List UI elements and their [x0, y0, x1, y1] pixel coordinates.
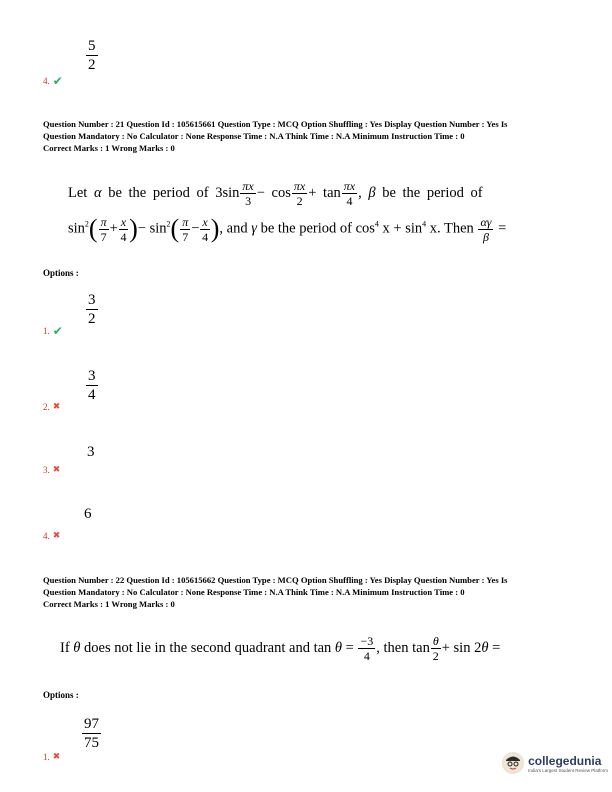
q22-meta-line2: Question Mandatory : No Calculator : None Response Time : N.A Think Time : N.A Minimum Instruction Time : 0 — [43, 587, 465, 597]
q21-option-3-label: 3. ✖ — [43, 465, 61, 475]
fraction-denominator: 2 — [88, 57, 96, 73]
q21-meta-line1: Question Number : 21 Question Id : 105615661 Question Type : MCQ Option Shuffling : Yes Display Question Number : Yes Is — [43, 119, 508, 129]
q21-question-line1: Let α be the period of 3sin $\frac{\pi x}{3}$ − cos $\frac{\pi x}{2}$ + tan $\frac{\pi x}{4}$ , β be the period of — [68, 179, 483, 208]
q22-meta-line1: Question Number : 22 Question Id : 105615662 Question Type : MCQ Option Shuffling : Yes Display Question Number : Yes Is — [43, 575, 508, 585]
q21-option-4-label: 4. ✖ — [43, 531, 61, 541]
fraction-denominator: 2 — [88, 311, 96, 327]
q21-option-1-fraction — [86, 292, 98, 327]
q22-option-1-label: 1. ✖ — [43, 752, 61, 762]
check-icon: ✔ — [52, 74, 63, 88]
q21-option-2-fraction — [86, 368, 98, 403]
fraction-denominator: 4 — [88, 387, 96, 403]
brand-tagline: India's Largest Student Review Platform — [528, 767, 608, 773]
prev-option-4-label: 4. ✔ — [43, 74, 63, 88]
q21-option-1-label: 1. ✔ — [43, 324, 63, 338]
brand-name: collegedunia — [528, 753, 602, 768]
cross-icon: ✖ — [52, 531, 61, 541]
q21-options-label: Options : — [43, 268, 79, 278]
q22-marks: Correct Marks : 1 Wrong Marks : 0 — [43, 599, 175, 609]
fraction-denominator: 75 — [84, 735, 99, 751]
mascot-icon — [502, 752, 524, 774]
q21-option-2-label: 2. ✖ — [43, 402, 61, 412]
q22-option-1-fraction — [82, 716, 101, 751]
prev-option-4-fraction — [86, 38, 98, 73]
fraction-numerator: 3 — [88, 292, 96, 308]
fraction-numerator: 3 — [88, 368, 96, 384]
q22-question-line: If θ does not lie in the second quadrant and tan θ = $\frac{-3}{4}$ , then tan $\frac{\theta}{2}$ + sin 2θ = — [60, 634, 501, 663]
q21-option-4-value: 6 — [84, 506, 92, 522]
cross-icon: ✖ — [52, 402, 61, 412]
cross-icon: ✖ — [52, 465, 61, 475]
check-icon: ✔ — [52, 324, 63, 338]
collegedunia-logo — [502, 752, 608, 774]
q21-marks: Correct Marks : 1 Wrong Marks : 0 — [43, 143, 175, 153]
fraction-numerator: 97 — [84, 716, 99, 732]
q21-option-3-value: 3 — [87, 444, 95, 460]
cross-icon: ✖ — [52, 752, 61, 762]
q21-question-line2: $\sin^2$( $\frac{\pi}{7}$ + $\frac{x}{4}$ )− $\sin^2$( $\frac{\pi}{7}$ − $\frac{x}{4}$ ), and γ be the period of $\cos^4 x + \sin^4 x$. Then $\frac{\alpha\gamma}{\beta}$ = — [68, 214, 507, 244]
fraction-numerator: 5 — [88, 38, 96, 54]
q22-options-label: Options : — [43, 690, 79, 700]
q21-meta-line2: Question Mandatory : No Calculator : None Response Time : N.A Think Time : N.A Minimum Instruction Time : 0 — [43, 131, 465, 141]
